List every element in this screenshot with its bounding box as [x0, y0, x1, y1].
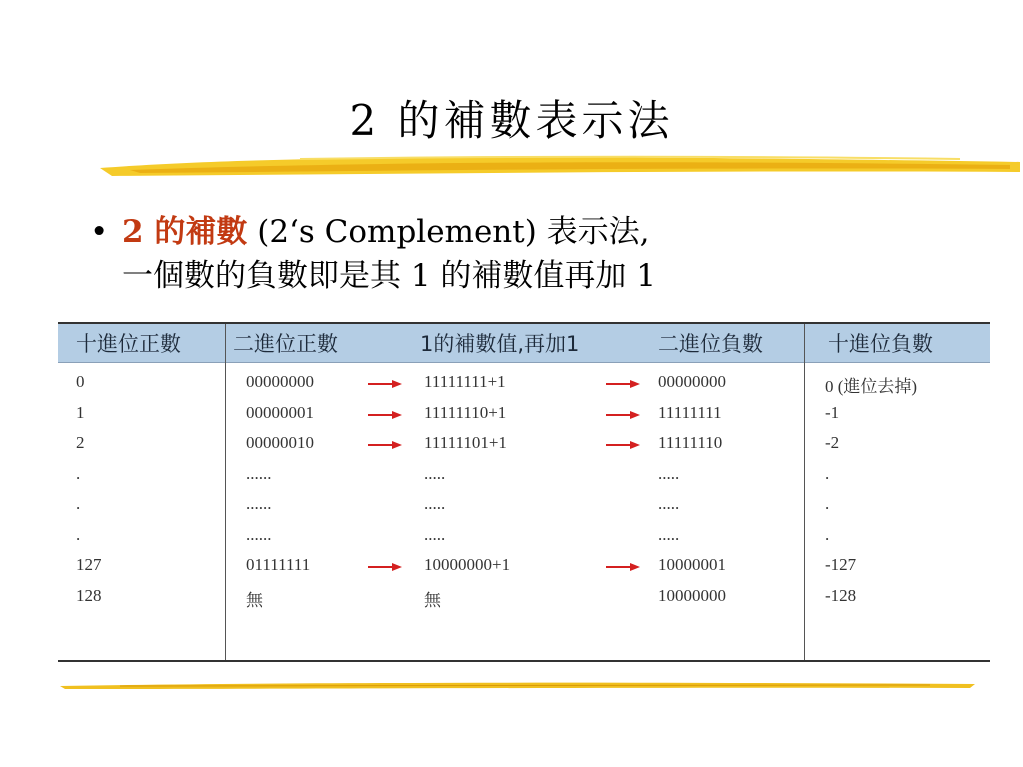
arrow-right-icon — [368, 562, 402, 572]
arrow-right-icon — [606, 562, 640, 572]
cell-bin: ...... — [246, 494, 272, 513]
header-binary-negative: 二進位負數 — [658, 332, 763, 356]
cell-neg: 10000001 — [658, 555, 726, 574]
highlight-term: 2 的補數 — [122, 214, 248, 250]
cell-bin: 00000001 — [246, 402, 314, 422]
cell-ones: 無 — [424, 590, 441, 610]
footer-stroke — [0, 678, 1023, 694]
table-bottom-rule — [58, 660, 990, 662]
bullet-line-1-text: (2‘s Complement) 表示法, — [247, 214, 650, 250]
arrow-right-icon — [606, 440, 640, 450]
cell-neg: ..... — [658, 494, 680, 513]
title-underline-stroke — [0, 150, 1023, 184]
cell-ones: 11111101+1 — [424, 433, 507, 452]
cell-bin: 無 — [246, 590, 263, 610]
cell-dec: 0 — [76, 372, 85, 391]
cell-dec: . — [76, 524, 81, 544]
cell-bin: ...... — [246, 524, 272, 544]
cell-negdec: . — [825, 494, 830, 513]
cell-dec: 2 — [76, 433, 85, 452]
column-divider — [804, 324, 805, 660]
cell-neg: 00000000 — [658, 372, 726, 391]
bullet-line-1 — [90, 210, 656, 254]
bullet-line-2: 一個數的負數即是其 1 的補數值再加 1 — [122, 258, 657, 294]
cell-bin: 01111111 — [246, 555, 311, 574]
cell-ones: 11111110+1 — [424, 402, 507, 422]
cell-ones: ..... — [424, 524, 446, 544]
cell-dec: . — [76, 463, 81, 483]
cell-dec: 128 — [76, 585, 102, 605]
header-ones-plus-one: 1的補數值,再加1 — [420, 332, 580, 356]
arrow-right-icon — [606, 410, 640, 420]
cell-ones: ..... — [424, 463, 446, 483]
arrow-right-icon — [368, 440, 402, 450]
cell-dec: . — [76, 494, 81, 513]
cell-neg: 11111110 — [658, 433, 723, 452]
cell-negdec: -2 — [825, 433, 840, 452]
complement-table — [58, 322, 990, 662]
header-binary-positive: 二進位正數 — [233, 332, 338, 356]
arrow-right-icon — [368, 410, 402, 420]
column-divider — [225, 324, 226, 660]
cell-ones: ..... — [424, 494, 446, 513]
cell-negdec: -128 — [825, 585, 857, 605]
cell-neg: ..... — [658, 524, 680, 544]
cell-negdec: 0 (進位去掉) — [825, 377, 918, 396]
header-decimal-positive: 十進位正數 — [76, 332, 181, 356]
arrow-right-icon — [606, 379, 640, 389]
cell-bin: ...... — [246, 463, 272, 483]
cell-bin: 00000000 — [246, 372, 314, 391]
cell-bin: 00000010 — [246, 433, 314, 452]
bullet-block — [90, 210, 656, 298]
cell-negdec: -127 — [825, 555, 857, 574]
cell-ones: 11111111+1 — [424, 372, 506, 391]
cell-negdec: . — [825, 524, 830, 544]
cell-dec: 127 — [76, 555, 102, 574]
cell-neg: 11111111 — [658, 402, 722, 422]
cell-negdec: . — [825, 463, 830, 483]
arrow-right-icon — [368, 379, 402, 389]
cell-neg: ..... — [658, 463, 680, 483]
bullet-marker: • — [90, 214, 109, 250]
cell-negdec: -1 — [825, 402, 840, 422]
cell-neg: 10000000 — [658, 585, 726, 605]
cell-dec: 1 — [76, 402, 85, 422]
slide-title: 2 的補數表示法 — [349, 96, 674, 145]
cell-ones: 10000000+1 — [424, 555, 511, 574]
header-decimal-negative: 十進位負數 — [828, 332, 933, 356]
